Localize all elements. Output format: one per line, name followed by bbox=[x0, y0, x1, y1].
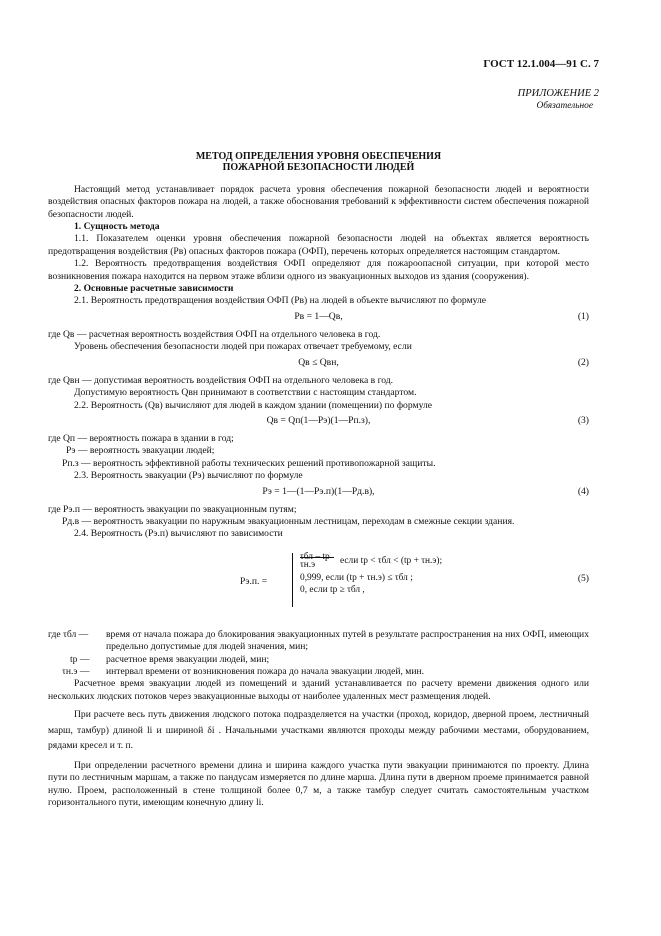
definition-tau-bl-text: время от начала пожара до блокирования эвакуационных путей в результате распространения на них ОФП, имеющих предельно допустимые для людей значения, мин; bbox=[106, 628, 589, 653]
definition-tau-ne-text: интервал времени от возникновения пожара до начала эвакуации людей, мин. bbox=[106, 665, 425, 677]
definition-pe: Pэ — вероятность эвакуации людей; bbox=[66, 445, 215, 457]
definition-pdv: Pд.в — вероятность эвакуации по наружным эвакуационным лестницам, переходам в смежные секции здания. bbox=[62, 515, 515, 527]
equation-4-number: (4) bbox=[577, 485, 589, 497]
equation-4 bbox=[48, 486, 589, 501]
title-line-1: МЕТОД ОПРЕДЕЛЕНИЯ УРОВНЯ ОБЕСПЕЧЕНИЯ bbox=[195, 150, 442, 162]
definition-qv: где Qв — расчетная вероятность воздействия ОФП на отдельного человека в год. bbox=[48, 328, 381, 340]
paragraph-2-1-level: Уровень обеспечения безопасности людей при пожарах отвечает требуемому, если bbox=[74, 341, 412, 353]
equation-3-number: (3) bbox=[577, 414, 589, 426]
section-2-heading: 2. Основные расчетные зависимости bbox=[74, 283, 234, 295]
definition-tau-ne bbox=[48, 666, 589, 678]
equation-5-case3: 0, если tр ≥ τбл , bbox=[300, 584, 365, 595]
equation-2-formula: Qв ≤ Qвн, bbox=[298, 356, 339, 368]
equation-5-case1-condition: если tр < τбл < (tр + τн.э); bbox=[340, 555, 443, 566]
equation-5-lhs: Pэ.п. = bbox=[240, 575, 268, 587]
running-header: ГОСТ 12.1.004—91 С. 7 bbox=[483, 58, 599, 70]
paragraph-2-1-allowed: Допустимую вероятность Qвн принимают в соответствии с настоящим стандартом. bbox=[74, 387, 417, 399]
equation-5-number: (5) bbox=[577, 572, 589, 584]
equation-5 bbox=[48, 551, 589, 617]
definition-ppz: Pп.з — вероятность эффективной работы технических решений противопожарной защиты. bbox=[62, 457, 436, 469]
equation-3-formula: Qв = Qп(1—Pэ)(1—Pп.з), bbox=[266, 414, 371, 426]
paragraph-1-2: 1.2. Вероятность предотвращения воздействия ОФП определяют для пожароопасной ситуации, при которой место возникновения пожара находится на первом этаже вблизи одного из эвакуационных выходов из здания (сооружения). bbox=[48, 258, 589, 282]
paragraph-2-1: 2.1. Вероятность предотвращения воздействия ОФП (Pв) на людей в объекте вычисляют по формуле bbox=[74, 295, 487, 307]
appendix-number: ПРИЛОЖЕНИЕ 2 bbox=[517, 88, 599, 99]
equation-2 bbox=[48, 357, 589, 372]
equation-1 bbox=[48, 311, 589, 326]
equation-5-case2: 0,999, если (tр + τн.э) ≤ τбл ; bbox=[300, 572, 413, 583]
definition-qvn: где Qвн — допустимая вероятность воздействия ОФП на отдельного человека в год. bbox=[48, 374, 394, 386]
document-title bbox=[48, 151, 589, 174]
definition-tr-text: расчетное время эвакуации людей, мин; bbox=[106, 653, 270, 665]
equation-5-fraction-bar bbox=[300, 557, 334, 558]
definition-tr-label: tр — bbox=[70, 653, 90, 665]
equation-1-number: (1) bbox=[577, 310, 589, 322]
paragraph-2-4: 2.4. Вероятность (Pэ.п) вычисляют по зависимости bbox=[74, 528, 283, 540]
equation-1-formula: Pв = 1—Qв, bbox=[294, 310, 343, 322]
definition-qp: где Qп — вероятность пожара в здании в год; bbox=[48, 432, 234, 444]
equation-5-case1-denominator: τн.э bbox=[300, 559, 316, 570]
equation-5-brace bbox=[292, 553, 299, 607]
paragraph-evac-time: Расчетное время эвакуации людей из помещений и зданий устанавливается по расчету времени движения одного или нескольких людских потоков через эвакуационные выходы от наиболее удаленных мест размещения людей. bbox=[48, 678, 589, 702]
intro-paragraph: Настоящий метод устанавливает порядок расчета уровня обеспечения пожарной безопасности людей и вероятности воздействия опасных факторов пожара на людей, а также обоснования требований к эффективности систем обеспечения пожарной безопасности людей. bbox=[48, 183, 589, 220]
paragraph-sections: При расчете весь путь движения людского потока подразделяется на участки (проход, коридор, дверной проем, лестничный марш, тамбур) длиной li и шириной δi . Начальными участками являются проходы между рабочими местами, оборудованием, рядами кресел и т. п. bbox=[48, 709, 589, 752]
paragraph-2-2: 2.2. Вероятность (Qв) вычисляют для людей в каждом здании (помещении) по формуле bbox=[74, 399, 432, 411]
appendix-status: Обязательное bbox=[536, 101, 593, 112]
definition-tau-ne-label: τн.э — bbox=[62, 665, 90, 677]
title-line-2: ПОЖАРНОЙ БЕЗОПАСНОСТИ ЛЮДЕЙ bbox=[222, 162, 415, 174]
definition-tr bbox=[48, 654, 589, 666]
definition-tau-bl bbox=[48, 629, 589, 654]
equation-5-definitions bbox=[48, 629, 589, 679]
appendix-label bbox=[48, 88, 599, 113]
equation-2-number: (2) bbox=[577, 356, 589, 368]
equation-3 bbox=[48, 415, 589, 430]
paragraph-path-length: При определении расчетного времени длина и ширина каждого участка пути эвакуации принимаются по проекту. Длина пути по лестничным маршам, а также по пандусам измеряется по длине марша. Длина пути в дверном проеме принимается равной нулю. Проем, расположенный в стене толщиной более 0,7 м, а также тамбур следует считать самостоятельным участком горизонтального пути, имеющим конечную длину li. bbox=[48, 759, 589, 808]
equation-5-case1-numerator: τбл – tр bbox=[300, 551, 330, 562]
definition-pep: где Pэ.п — вероятность эвакуации по эвакуационным путям; bbox=[48, 503, 297, 515]
section-1-heading: 1. Сущность метода bbox=[74, 221, 160, 233]
definition-tau-bl-label: где τбл — bbox=[48, 628, 89, 640]
paragraph-1-1: 1.1. Показателем оценки уровня обеспечения пожарной безопасности людей на объектах является вероятность предотвращения воздействия (Pв) опасных факторов пожара (ОФП), перечень которых определяется настоящим стандартом. bbox=[48, 233, 589, 257]
paragraph-2-3: 2.3. Вероятность эвакуации (Pэ) вычисляют по формуле bbox=[74, 470, 303, 482]
equation-4-formula: Pэ = 1—(1—Pэ.п)(1—Pд.в), bbox=[262, 485, 375, 497]
